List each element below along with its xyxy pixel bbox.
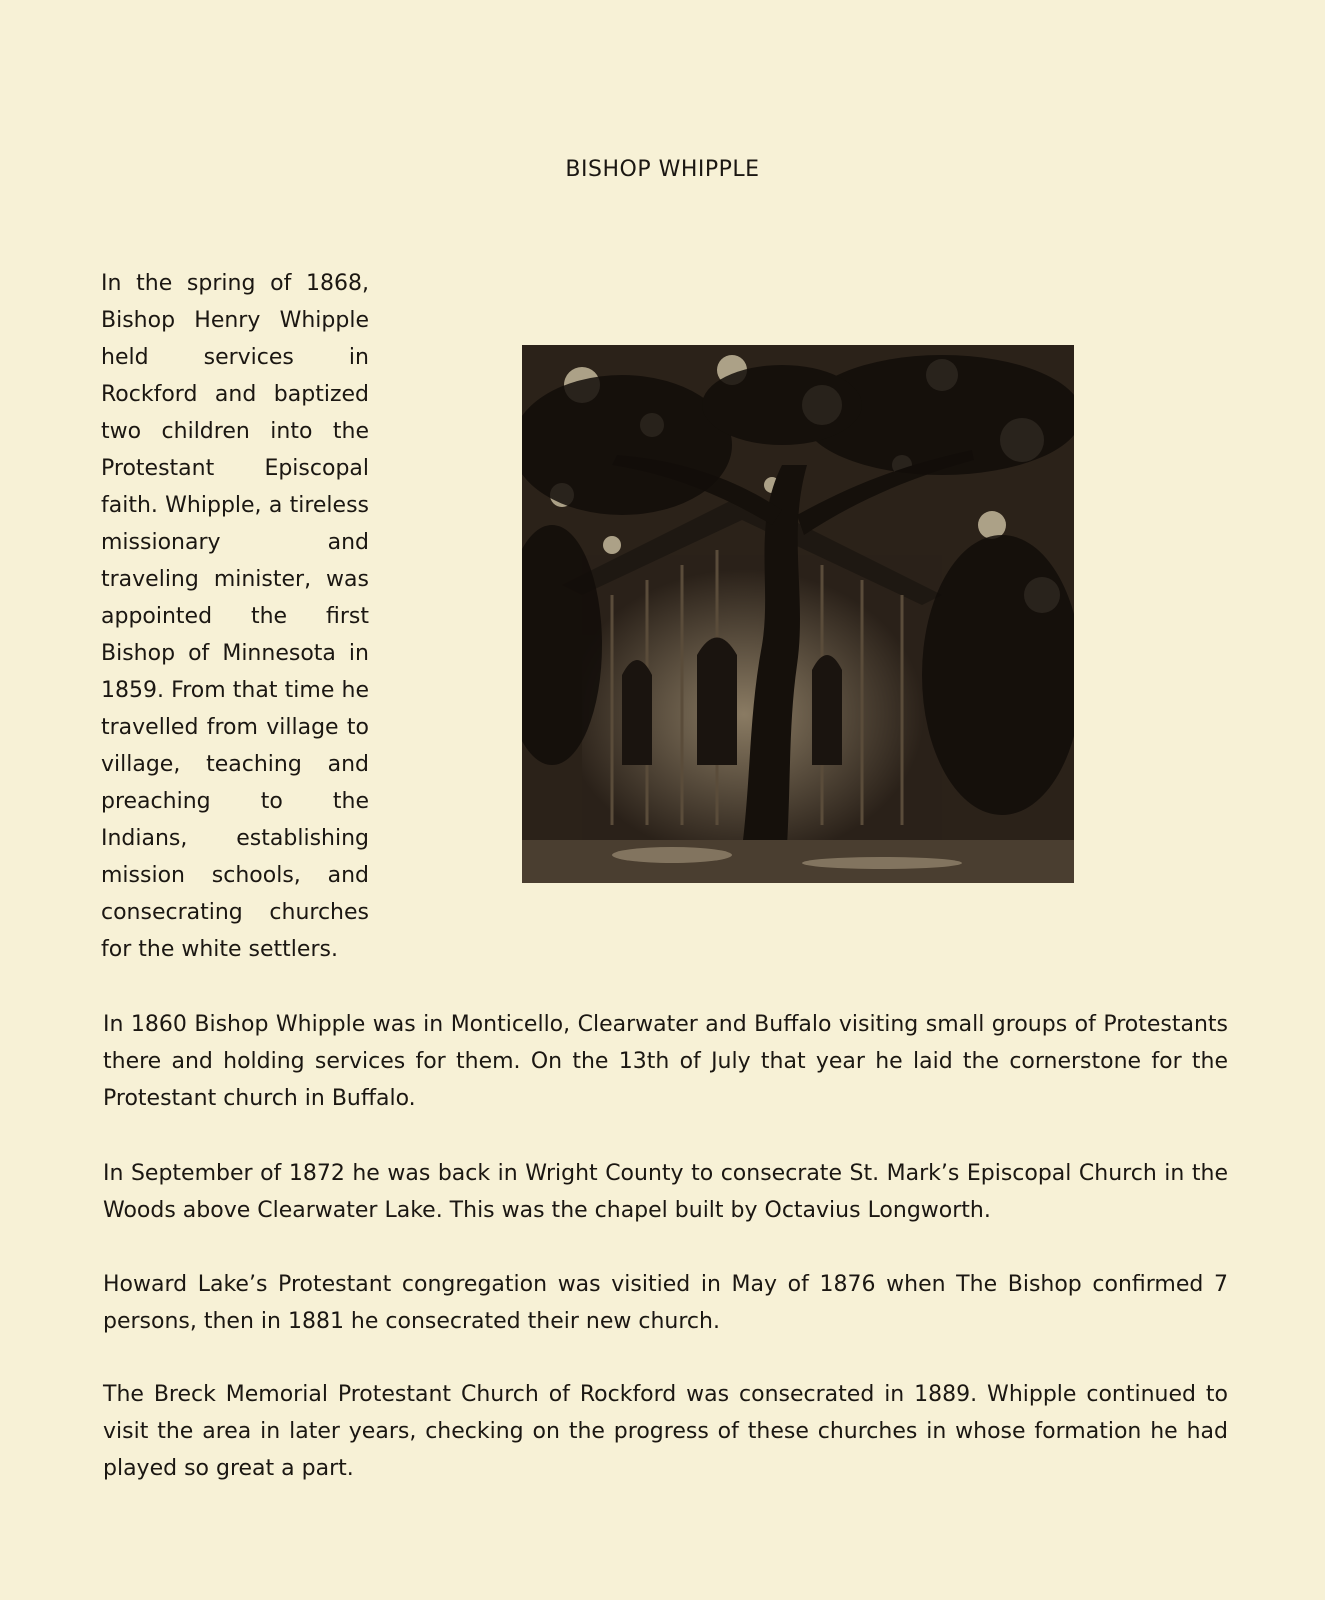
paragraph-1889: The Breck Memorial Protestant Church of Rockford was consecrated in 1889. Whipple continued to visit the area in later years, checking on the progress of these churches in whose formation he had played so great a part.	[103, 1382, 1228, 1481]
paragraph-1860: In 1860 Bishop Whipple was in Monticello, Clearwater and Buffalo visiting small groups of Protestants there and holding services for them. On the 13th of July that year he laid the cornerstone for the Protestant church in Buffalo.	[103, 1012, 1228, 1111]
page-title: BISHOP WHIPPLE	[565, 157, 760, 182]
church-photograph	[522, 345, 1074, 883]
paragraph-1876: Howard Lake’s Protestant congregation was visitied in May of 1876 when The Bishop confirmed 7 persons, then in 1881 he consecrated their new church.	[103, 1272, 1228, 1334]
intro-paragraph: In the spring of 1868, Bishop Henry Whipple held services in Rockford and baptized two children into the Protestant Episcopal faith. Whipple, a tireless missionary and traveling minister, was appointed the first Bishop of Minnesota in 1859. From that time he travelled from village to village, teaching and preaching to the Indians, establishing mission schools, and consecrating churches for the white settlers.	[101, 271, 369, 962]
paragraph-1872: In September of 1872 he was back in Wright County to consecrate St. Mark’s Episcopal Church in the Woods above Clearwater Lake. This was the chapel built by Octavius Longworth.	[103, 1161, 1228, 1223]
